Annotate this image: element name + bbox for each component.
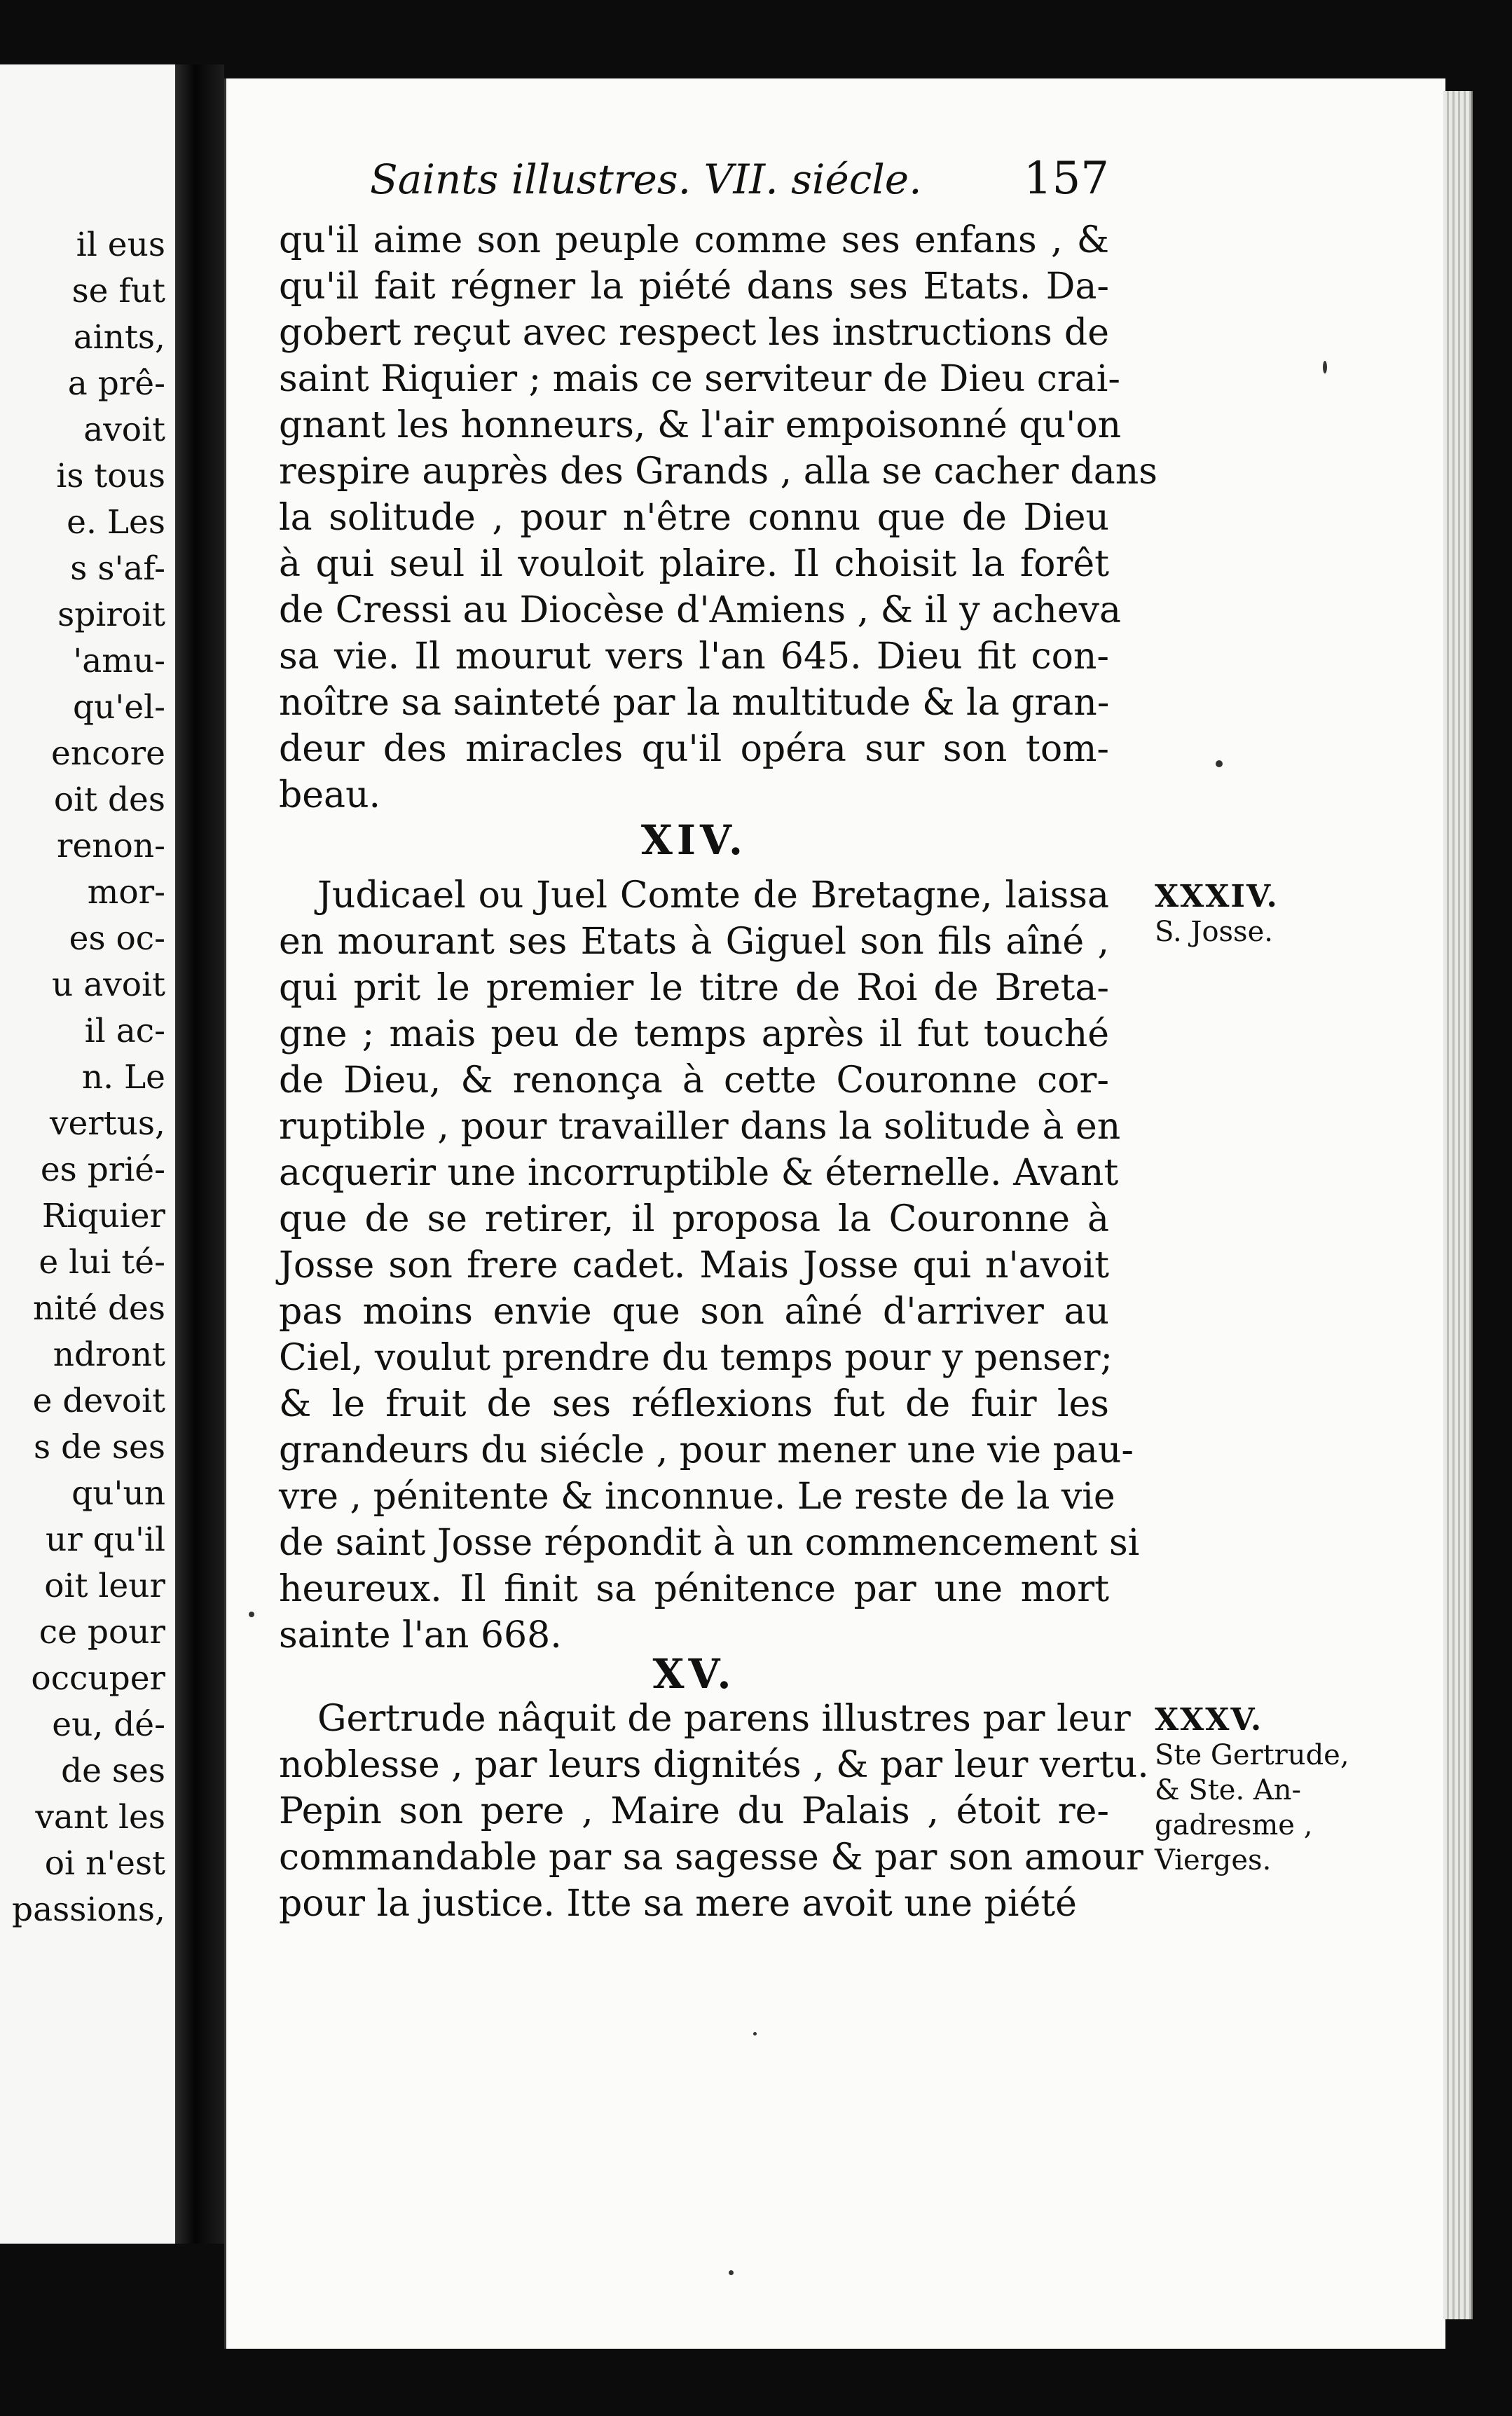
left-page-line: il ac- [84,1012,165,1050]
left-page-line: ur qu'il [45,1521,165,1559]
text-line: noître sa sainteté par la multitude & la gran- [279,682,1110,724]
paragraph-block-1 [279,217,1157,818]
left-page-line: e lui té- [39,1243,165,1282]
left-page-line: mor- [87,873,165,912]
left-page-line: Riquier [41,1197,165,1235]
left-page-line: oit des [53,781,165,819]
scan-speck [249,1612,254,1617]
left-page-line: nité des [33,1289,165,1328]
text-line: sainte l'an 668. [279,1614,562,1656]
left-page-line: es oc- [69,919,165,958]
left-page-line: es prié- [40,1151,165,1189]
margin-number: XXXIV. [1155,879,1279,914]
margin-note-line: Ste Gertrude, [1155,1739,1349,1771]
page-number: 157 [1023,153,1109,205]
left-page-line: e. Les [67,503,165,542]
book-gutter [175,64,224,2244]
left-page-line: s s'af- [70,549,165,588]
text-line: qu'il aime son peuple comme ses enfans , & [279,219,1109,261]
page-edge [1443,91,1473,2319]
text-line: saint Riquier ; mais ce serviteur de Dieu crai- [279,358,1120,400]
text-line: beau. [279,774,381,816]
text-line: gne ; mais peu de temps après il fut touché [279,1013,1109,1055]
text-line: de saint Josse répondit à un commencement si [279,1522,1140,1564]
running-head-title: Saints illustres. VII. siécle. [370,156,922,203]
text-line: de Cressi au Diocèse d'Amiens , & il y acheva [279,589,1121,631]
text-line: qui prit le premier le titre de Roi de Breta- [279,967,1109,1009]
left-page-line: s de ses [34,1428,165,1467]
text-line: pas moins envie que son aîné d'arriver au [279,1291,1109,1333]
margin-number: XXXV. [1155,1702,1263,1738]
left-page-line: se fut [71,272,165,310]
left-page-line: avoit [83,411,165,449]
text-line: pour la justice. Itte sa mere avoit une piété [279,1883,1077,1925]
left-page-line: is tous [56,457,165,495]
text-line: de Dieu, & renonça à cette Couronne cor- [279,1059,1109,1101]
text-line: vre , pénitente & inconnue. Le reste de la vie [279,1476,1115,1518]
text-line: sa vie. Il mourut vers l'an 645. Dieu fit con- [279,636,1109,678]
margin-note-line: gadresme , [1155,1809,1313,1841]
scan-speck [1323,361,1327,373]
text-line: Judicael ou Juel Comte de Bretagne, laissa [317,874,1109,917]
left-page-line: spiroit [57,596,165,634]
text-line: acquerir une incorruptible & éternelle. Avant [279,1152,1119,1194]
left-page-line: ndront [53,1336,165,1374]
text-line: en mourant ses Etats à Giguel son fils aîné , [279,921,1109,963]
text-line: la solitude , pour n'être connu que de Dieu [279,497,1109,539]
left-page-line: ce pour [39,1613,165,1652]
left-page-text [12,222,165,1933]
text-line: gnant les honneurs, & l'air empoisonné qu'on [279,404,1122,446]
paragraph-block-xv [279,1696,1149,1927]
text-line: commandable par sa sagesse & par son amour [279,1837,1143,1879]
margin-note-xxxiv [1155,879,1279,949]
left-page-line: passions, [11,1890,165,1929]
text-line: Pepin son pere , Maire du Palais , étoit re- [279,1790,1109,1832]
running-head [370,153,1109,216]
left-page-line: e devoit [32,1382,165,1420]
left-page-line: de ses [61,1752,165,1790]
text-line: à qui seul il vouloit plaire. Il choisit la forêt [279,543,1109,585]
left-page-line: oit leur [44,1567,165,1605]
text-line: deur des miracles qu'il opéra sur son tom- [279,728,1109,770]
left-page-line: encore [51,734,165,773]
margin-note-line: Vierges. [1155,1844,1272,1876]
text-line: respire auprès des Grands , alla se cacher dans [279,451,1157,493]
text-line: grandeurs du siécle , pour mener une vie pau- [279,1429,1134,1471]
text-line: gobert reçut avec respect les instructions de [279,312,1109,354]
margin-note-xxxv [1155,1703,1349,1878]
left-page-line: renon- [57,827,165,865]
scan-speck [753,2032,757,2036]
left-page-line: a prê- [67,364,165,403]
section-heading-xv: XV. [652,1650,736,1698]
margin-note-line: & Ste. An- [1155,1774,1302,1806]
left-page-line: aints, [73,318,165,357]
text-line: qu'il fait régner la piété dans ses Etats. Da- [279,266,1109,308]
left-page [0,64,179,2244]
left-page-line: vant les [35,1798,165,1837]
margin-saint-name: S. Josse. [1155,916,1273,948]
left-page-line: qu'el- [72,688,165,727]
text-line: heureux. Il finit sa pénitence par une mort [279,1568,1109,1610]
scan-speck [1216,760,1223,767]
left-page-line: occuper [31,1659,165,1698]
left-page-line: vertus, [49,1104,165,1143]
paragraph-block-xiv [279,872,1140,1659]
text-line: Gertrude nâquit de parens illustres par leur [317,1698,1131,1740]
left-page-line: il eus [76,226,165,264]
text-line: noblesse , par leurs dignités , & par leur vertu. [279,1744,1149,1786]
scan-speck [729,2270,734,2275]
left-page-line: u avoit [52,966,165,1004]
left-page-line: oi n'est [44,1844,165,1883]
left-page-line: eu, dé- [52,1705,165,1744]
left-page-line: n. Le [81,1058,165,1097]
margin-note-lines [1155,1738,1349,1878]
text-line: que de se retirer, il proposa la Couronne à [279,1198,1109,1240]
text-line: ruptible , pour travailler dans la solitude à en [279,1106,1121,1148]
section-heading-xiv: XIV. [640,816,748,864]
text-line: Josse son frere cadet. Mais Josse qui n'avoit [279,1244,1109,1286]
text-line: & le fruit de ses réflexions fut de fuir les [279,1383,1109,1425]
text-line: Ciel, voulut prendre du temps pour y penser; [279,1337,1113,1379]
left-page-line: qu'un [71,1474,165,1513]
left-page-line: 'amu- [73,642,165,680]
